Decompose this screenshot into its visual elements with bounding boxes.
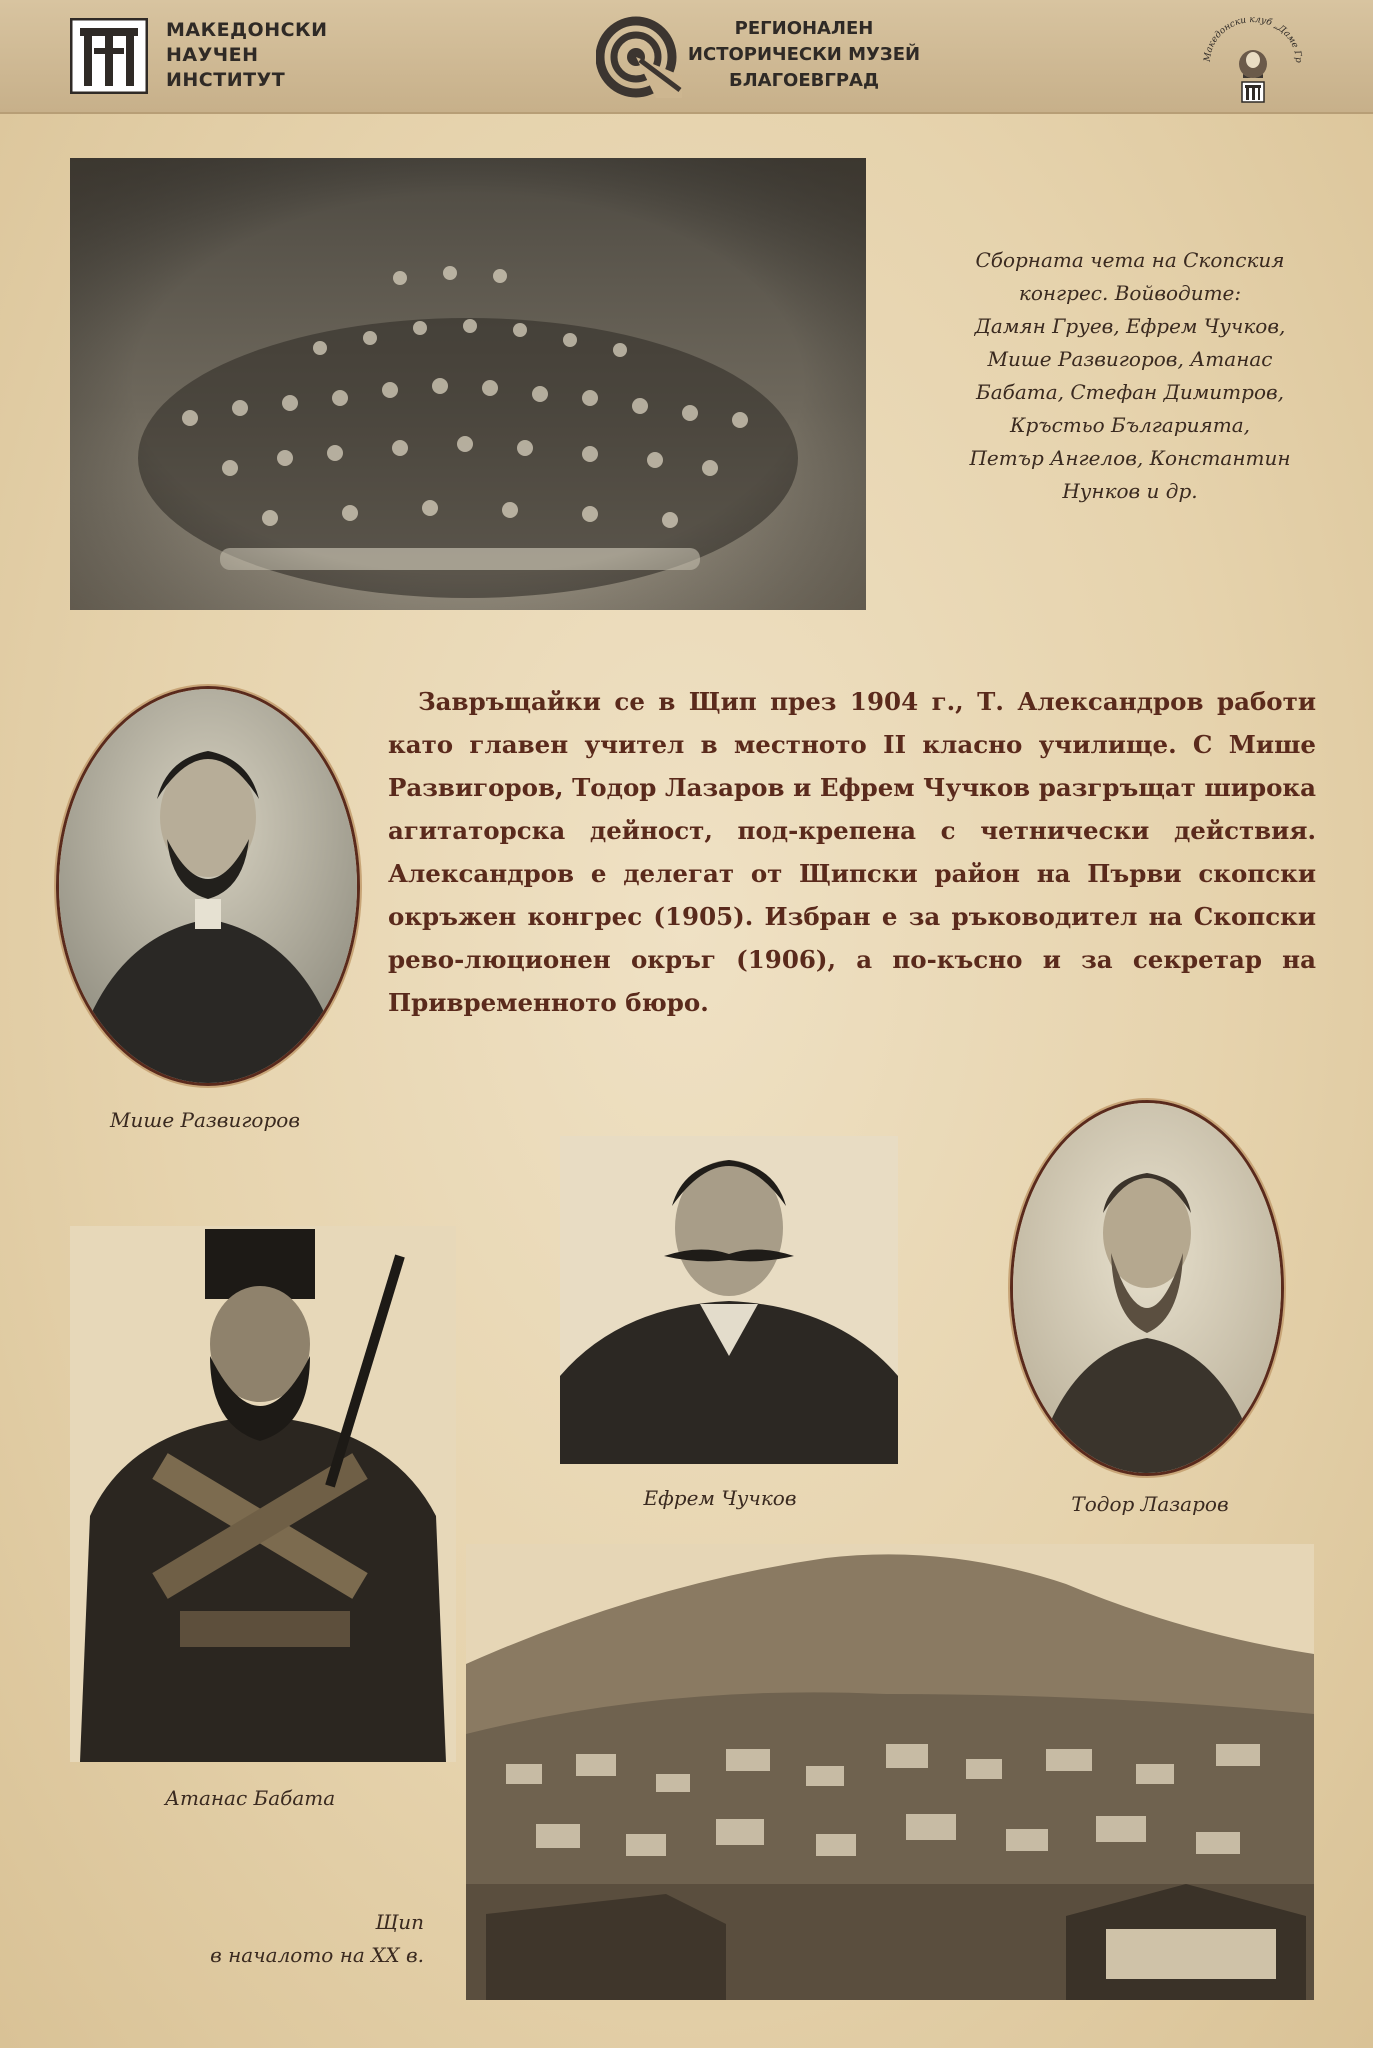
caption-line: Нунков и др.: [1062, 479, 1198, 503]
caption-line: Петър Ангелов, Константин: [969, 446, 1291, 470]
caption-line: конгрес. Войводите:: [1018, 281, 1242, 305]
museum-name-line: ИСТОРИЧЕСКИ МУЗЕЙ: [687, 44, 921, 65]
group-photo-caption: [930, 244, 1330, 508]
atanas-caption: Атанас Бабата: [164, 1786, 336, 1810]
mni-monogram-logo: [70, 18, 148, 94]
caption-line: Кръстьо Българията,: [1009, 413, 1251, 437]
mishe-portrait: [56, 686, 360, 1086]
caption-line: Щип: [375, 1910, 424, 1934]
institute-name-line: МАКЕДОНСКИ: [166, 19, 328, 41]
museum-spiral-logo: [596, 16, 682, 98]
institute-name: [166, 18, 366, 93]
mishe-caption: Мише Развигоров: [110, 1108, 300, 1132]
museum-name-line: РЕГИОНАЛЕН: [734, 18, 874, 39]
efrem-caption: Ефрем Чучков: [643, 1486, 797, 1510]
group-photo: [70, 158, 866, 610]
club-dame-gruev-seal: [1196, 14, 1310, 106]
shtip-town-photo: [466, 1544, 1314, 2000]
caption-line: Бабата, Стефан Димитров,: [976, 380, 1284, 404]
todor-portrait: [1010, 1100, 1284, 1476]
museum-name: [684, 16, 924, 94]
page-header: [0, 0, 1373, 114]
todor-caption: Тодор Лазаров: [1071, 1492, 1229, 1516]
caption-line: Дамян Груев, Ефрем Чучков,: [974, 314, 1286, 338]
caption-line: в началото на XX в.: [210, 1943, 424, 1967]
shtip-caption: [170, 1906, 424, 1972]
svg-text:Македонски клуб „Даме Груев“: Македонски клуб „Даме Гр: [1202, 14, 1304, 63]
caption-line: Мише Развигоров, Атанас: [987, 347, 1273, 371]
institute-name-line: НАУЧЕН: [166, 44, 259, 66]
efrem-portrait: [560, 1136, 898, 1464]
atanas-portrait: [70, 1226, 456, 1762]
institute-name-line: ИНСТИТУТ: [166, 69, 286, 91]
caption-line: Сборната чета на Скопския: [975, 248, 1285, 272]
museum-name-line: БЛАГОЕВГРАД: [728, 70, 879, 91]
main-text: Завръщайки се в Щип през 1904 г., Т. Александров работи като главен учител в местното II класно училище. С Мише Развигоров, Тодор Лазаров и Ефрем Чучков разгръщат широка агитаторска дейност, под-крепена с четнически действия. Александров е делегат от Щипски район на Първи скопски окръжен конгрес (1905). Избран е за ръководител на Скопски рево-люционен окръг (1906), а по-късно и за секретар на Привременното бюро.: [388, 687, 1316, 1017]
